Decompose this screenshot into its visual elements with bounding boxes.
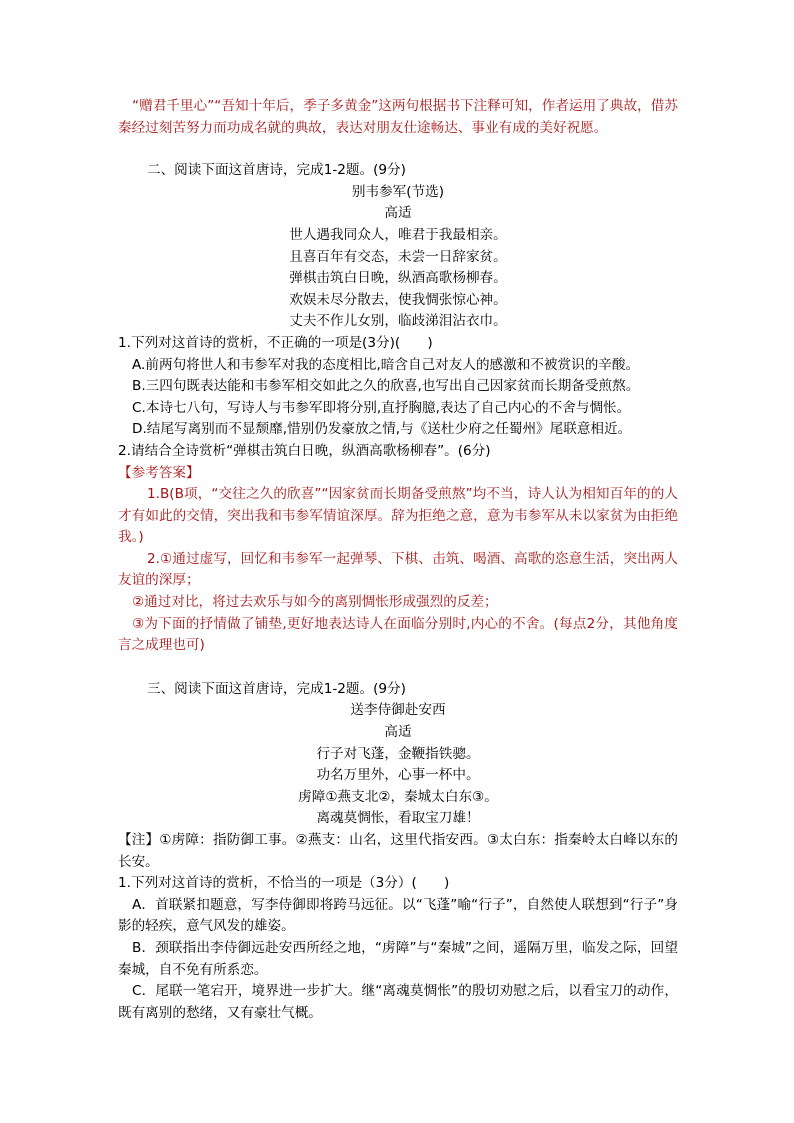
document-page	[118, 96, 678, 1024]
section3-poem-line: 行子对飞蓬，金鞭指铁骢。	[316, 745, 480, 762]
intro-paragraph: “赠君千里心”“吾知十年后，季子多黄金”这两句根据书下注释可知，作者运用了典故，借苏秦经过刻苦努力而功成名就的典故，表达对朋友仕途畅达、事业有成的美好祝愿。	[118, 98, 678, 136]
section2-poem-line: 欢娱未尽分散去，使我惆张惊心神。	[289, 291, 507, 308]
section3-option-c: C．尾联一笔宕开，境界进一步扩大。继“离魂莫惆怅”的殷切劝慰之后，以看宝刀的动作，既有离别的愁绪，又有豪壮气概。	[118, 983, 678, 1021]
section3-option-a: A．首联紧扣题意，写李侍御即将跨马远征。以“飞蓬”喻“行子”，自然使人联想到“行子”身影的轻疾，意气风发的雄姿。	[118, 896, 678, 935]
answer-2-part-2: ②通过对比，将过去欢乐与如今的离别惆怅形成强烈的反差；	[132, 594, 498, 611]
section2-question-2: 2.请结合全诗赏析“弹棋击筑白日晚，纵酒高歌杨柳春”。(6分)	[118, 442, 491, 459]
section3-poem-line: 离魂莫惆怅，看取宝刀雄！	[316, 810, 480, 827]
section2-poem-author: 高适	[384, 205, 412, 222]
section3-question-1: 1.下列对这首诗的赏析，不恰当的一项是（3分）( )	[118, 875, 450, 892]
section2-poem-line: 且喜百年有交态，未尝一日辞家贫。	[289, 248, 507, 265]
section3-note: 【注】①虏障：指防御工事。②燕支：山名，这里代指安西。③太白东：指秦岭太白峰以东的长安。	[118, 832, 678, 870]
section3-option-b: B．颈联指出李侍御远赴安西所经之地，“虏障”与“秦城”之间，遥隔万里，临发之际，回望秦城，自不免有所系恋。	[118, 939, 678, 978]
answer-2-part-1: 2.①通过虚写，回忆和韦参军一起弹琴、下棋、击筑、喝酒、高歌的恣意生活，突出两人友谊的深厚；	[118, 550, 678, 589]
section3-heading: 三、阅读下面这首唐诗，完成1-2题。(9分)	[147, 680, 406, 697]
section3-poem-line: 功名万里外，心事一杯中。	[316, 767, 480, 784]
section2-option-b: B.三四句既表达能和韦参军相交如此之久的欣喜,也写出自己因家贫而长期备受煎熬。	[132, 378, 640, 395]
answer-2-part-3: ③为下面的抒情做了铺垫,更好地表达诗人在面临分别时,内心的不舍。(每点2分，其他角度言之成理也可)	[118, 615, 678, 654]
section2-option-d: D.结尾写离别而不显颓靡,惜别仍发豪放之情,与《送杜少府之任蜀州》尾联意相近。	[132, 421, 632, 438]
section2-poem-line: 丈夫不作儿女别，临歧涕泪沾衣巾。	[289, 313, 507, 330]
section3-poem-line: 虏障①燕支北②，秦城太白东③。	[298, 788, 498, 805]
answer-1: 1.B(B项，“交往之久的欣喜”“因家贫而长期备受煎熬”均不当，诗人认为相知百年的的人才有如此的交情，突出我和韦参军情谊深厚。辞为拒绝之意，意为韦参军从未以家贫为由拒绝我。)	[118, 486, 678, 546]
section2-poem-title: 别韦参军(节选)	[351, 183, 445, 200]
section2-heading: 二、阅读下面这首唐诗，完成1-2题。(9分)	[147, 162, 406, 179]
section3-poem-author: 高适	[384, 724, 412, 741]
section2-option-a: A.前两句将世人和韦参军对我的态度相比,暗含自己对友人的感激和不被赏识的辛酸。	[132, 356, 640, 373]
section2-question-1: 1.下列对这首诗的赏析，不正确的一项是(3分)( )	[118, 334, 433, 351]
section2-poem-line: 世人遇我同众人，唯君于我最相亲。	[289, 226, 507, 243]
answer-label: 【参考答案】	[118, 464, 200, 481]
section2-option-c: C.本诗七八句，写诗人与韦参军即将分别,直抒胸臆,表达了自己内心的不舍与惆怅。	[132, 399, 631, 416]
section3-poem-title: 送李侍御赴安西	[350, 702, 446, 719]
section2-poem-line: 弹棋击筑白日晚，纵酒高歌杨柳春。	[289, 270, 507, 287]
